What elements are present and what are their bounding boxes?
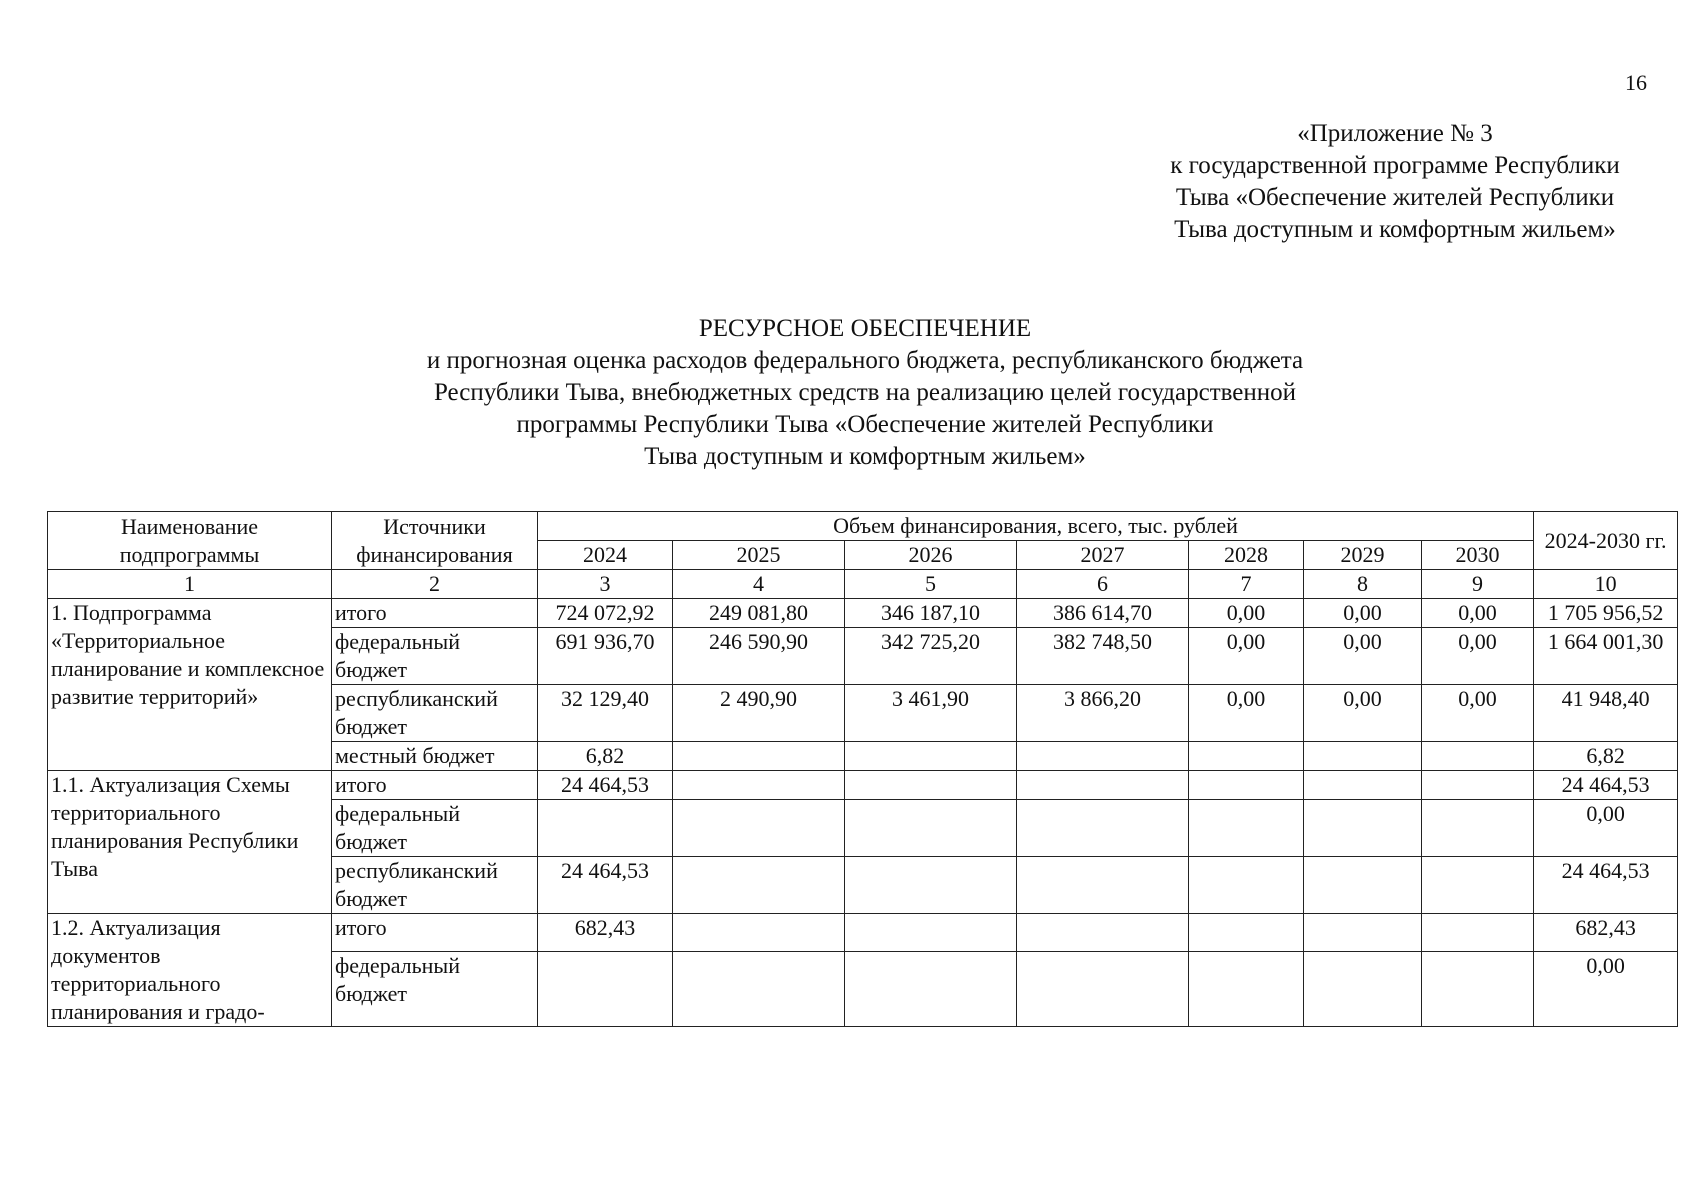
value-cell: 346 187,10: [845, 599, 1017, 628]
value-cell: [845, 771, 1017, 800]
value-cell: [1422, 742, 1534, 771]
value-cell: 0,00: [1422, 628, 1534, 685]
title-line: Тыва доступным и комфортным жильем»: [644, 443, 1086, 470]
value-cell: 682,43: [538, 914, 673, 952]
value-cell: [1017, 800, 1189, 857]
value-cell: 0,00: [1304, 685, 1422, 742]
title-line: программы Республики Тыва «Обеспечение жителей Республики: [516, 411, 1214, 438]
funding-source: итого: [332, 599, 538, 628]
value-cell: 724 072,92: [538, 599, 673, 628]
column-number-row: [48, 570, 1678, 599]
value-cell: [1304, 857, 1422, 914]
subprogram-name: 1.2. Актуализация документов территориального планирования и градо-: [48, 914, 332, 1027]
value-cell: [845, 742, 1017, 771]
column-number: 1: [48, 570, 332, 599]
column-number: 3: [538, 570, 673, 599]
total-cell: 0,00: [1534, 800, 1678, 857]
value-cell: [1304, 952, 1422, 1027]
value-cell: 24 464,53: [538, 857, 673, 914]
value-cell: [1189, 800, 1304, 857]
value-cell: [1422, 771, 1534, 800]
header-source: Источники финансирования: [332, 512, 538, 570]
value-cell: 2 490,90: [673, 685, 845, 742]
funding-source: федеральный бюджет: [332, 800, 538, 857]
value-cell: [845, 800, 1017, 857]
page-number: 16: [1625, 70, 1647, 95]
value-cell: [1422, 800, 1534, 857]
funding-source: республиканский бюджет: [332, 685, 538, 742]
value-cell: [845, 857, 1017, 914]
value-cell: 249 081,80: [673, 599, 845, 628]
subprogram-name: 1.1. Актуализация Схемы территориального планирования Республики Тыва: [48, 771, 332, 914]
total-cell: 0,00: [1534, 952, 1678, 1027]
value-cell: [1189, 857, 1304, 914]
table-row: [48, 771, 1678, 800]
value-cell: 32 129,40: [538, 685, 673, 742]
value-cell: 24 464,53: [538, 771, 673, 800]
value-cell: [673, 857, 845, 914]
value-cell: [1304, 800, 1422, 857]
total-cell: 6,82: [1534, 742, 1678, 771]
annex-heading: [1105, 118, 1685, 246]
value-cell: 691 936,70: [538, 628, 673, 685]
value-cell: 342 725,20: [845, 628, 1017, 685]
total-cell: 24 464,53: [1534, 771, 1678, 800]
header-total: 2024-2030 гг.: [1534, 512, 1678, 570]
value-cell: [538, 952, 673, 1027]
value-cell: [673, 800, 845, 857]
header-year: 2026: [845, 541, 1017, 570]
title-line: и прогнозная оценка расходов федерального бюджета, республиканского бюджета: [426, 347, 1304, 374]
value-cell: [1189, 952, 1304, 1027]
header-year: 2024: [538, 541, 673, 570]
value-cell: 0,00: [1304, 599, 1422, 628]
value-cell: [1017, 857, 1189, 914]
table-row: [48, 914, 1678, 952]
header-year: 2028: [1189, 541, 1304, 570]
header-row: [48, 512, 1678, 541]
annex-line: Тыва «Обеспечение жителей Республики: [1175, 184, 1615, 211]
funding-source: итого: [332, 914, 538, 952]
value-cell: 0,00: [1189, 685, 1304, 742]
value-cell: 0,00: [1422, 599, 1534, 628]
value-cell: 0,00: [1189, 628, 1304, 685]
column-number: 7: [1189, 570, 1304, 599]
value-cell: [673, 742, 845, 771]
value-cell: 0,00: [1189, 599, 1304, 628]
total-cell: 1 664 001,30: [1534, 628, 1678, 685]
value-cell: [1189, 914, 1304, 952]
total-cell: 24 464,53: [1534, 857, 1678, 914]
title-line: Республики Тыва, внебюджетных средств на реализацию целей государственной: [433, 379, 1297, 406]
value-cell: 6,82: [538, 742, 673, 771]
value-cell: [1304, 771, 1422, 800]
funding-table: [47, 511, 1678, 1027]
annex-line: «Приложение № 3: [1297, 120, 1493, 147]
value-cell: [1017, 742, 1189, 771]
value-cell: [673, 952, 845, 1027]
total-cell: 41 948,40: [1534, 685, 1678, 742]
header-year: 2027: [1017, 541, 1189, 570]
value-cell: [1017, 952, 1189, 1027]
total-cell: 682,43: [1534, 914, 1678, 952]
value-cell: [538, 800, 673, 857]
funding-source: итого: [332, 771, 538, 800]
value-cell: [1422, 952, 1534, 1027]
value-cell: [1422, 857, 1534, 914]
value-cell: 3 461,90: [845, 685, 1017, 742]
value-cell: [1422, 914, 1534, 952]
column-number: 10: [1534, 570, 1678, 599]
subprogram-name: 1. Подпрограмма «Территориальное планирование и комплексное развитие территорий»: [48, 599, 332, 771]
value-cell: 3 866,20: [1017, 685, 1189, 742]
title-heading: РЕСУРСНОЕ ОБЕСПЕЧЕНИЕ: [698, 315, 1032, 342]
value-cell: 382 748,50: [1017, 628, 1189, 685]
value-cell: 386 614,70: [1017, 599, 1189, 628]
value-cell: [673, 914, 845, 952]
column-number: 9: [1422, 570, 1534, 599]
funding-source: федеральный бюджет: [332, 952, 538, 1027]
annex-line: к государственной программе Республики: [1170, 152, 1620, 179]
value-cell: 246 590,90: [673, 628, 845, 685]
value-cell: [845, 914, 1017, 952]
funding-source: федеральный бюджет: [332, 628, 538, 685]
value-cell: [1017, 914, 1189, 952]
document-title: [290, 313, 1440, 473]
header-name: Наименование подпрограммы: [48, 512, 332, 570]
value-cell: [1189, 771, 1304, 800]
column-number: 2: [332, 570, 538, 599]
column-number: 6: [1017, 570, 1189, 599]
value-cell: 0,00: [1422, 685, 1534, 742]
value-cell: 0,00: [1304, 628, 1422, 685]
value-cell: [673, 771, 845, 800]
value-cell: [1304, 742, 1422, 771]
header-year: 2029: [1304, 541, 1422, 570]
column-number: 5: [845, 570, 1017, 599]
column-number: 8: [1304, 570, 1422, 599]
header-year: 2030: [1422, 541, 1534, 570]
funding-source: местный бюджет: [332, 742, 538, 771]
header-year: 2025: [673, 541, 845, 570]
table-body: [48, 599, 1678, 1027]
value-cell: [1189, 742, 1304, 771]
value-cell: [845, 952, 1017, 1027]
column-number: 4: [673, 570, 845, 599]
value-cell: [1017, 771, 1189, 800]
header-volume: Объем финансирования, всего, тыс. рублей: [538, 512, 1534, 541]
annex-line: Тыва доступным и комфортным жильем»: [1174, 216, 1616, 243]
funding-source: республиканский бюджет: [332, 857, 538, 914]
value-cell: [1304, 914, 1422, 952]
table-row: [48, 599, 1678, 628]
total-cell: 1 705 956,52: [1534, 599, 1678, 628]
